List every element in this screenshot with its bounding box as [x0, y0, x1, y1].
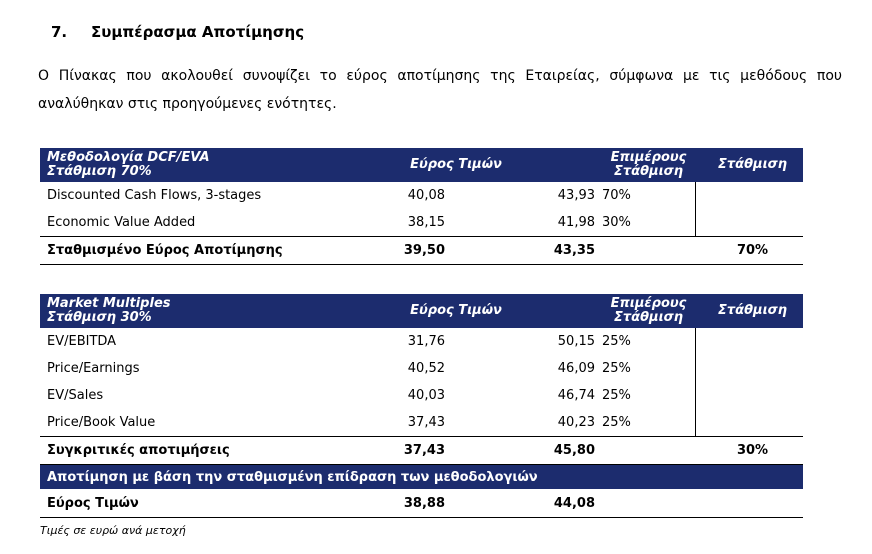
- total-weight: 30%: [695, 437, 803, 465]
- final-range-name: Εύρος Τιμών: [40, 489, 310, 518]
- weighted-band-label: Αποτίμηση με βάση την σταθμισμένη επίδραση των μεθοδολογιών: [40, 465, 803, 490]
- weighted-band-row: [40, 465, 803, 490]
- table-row: [40, 355, 803, 382]
- sub-weight: 25%: [602, 388, 631, 403]
- weight-cell: [695, 182, 803, 237]
- multiples-header-title: Market Multiples Στάθμιση 30%: [40, 294, 310, 328]
- sub-weight: 25%: [602, 361, 631, 376]
- total-low: 37,43: [310, 437, 445, 465]
- final-range-row: [40, 489, 803, 518]
- total-high: 45,80: [445, 437, 595, 465]
- multiples-total-row: [40, 437, 803, 465]
- dcf-header-row: [40, 148, 803, 182]
- range-high: 50,15: [557, 334, 595, 349]
- range-low: 37,43: [407, 415, 445, 430]
- multiples-header-sub-weight: Επιμέρους Στάθμιση: [595, 294, 695, 328]
- sub-weight: 30%: [602, 215, 631, 230]
- method-name: Price/Book Value: [47, 415, 156, 430]
- final-range-low: 38,88: [310, 489, 445, 518]
- table-row: [40, 409, 803, 437]
- method-name: EV/Sales: [47, 388, 104, 403]
- market-multiples-table: [40, 294, 803, 518]
- method-name: Price/Earnings: [47, 361, 140, 376]
- final-range-empty: [595, 489, 695, 518]
- range-high: 40,23: [557, 415, 595, 430]
- range-low: 40,03: [407, 388, 445, 403]
- range-low: 40,08: [407, 188, 445, 203]
- table-row: [40, 382, 803, 409]
- final-range-empty-weight: [695, 489, 803, 518]
- section-number: 7.: [51, 23, 68, 41]
- table-row: [40, 209, 803, 237]
- total-sub-weight: [595, 237, 695, 265]
- total-high: 43,35: [445, 237, 595, 265]
- dcf-total-row: [40, 237, 803, 265]
- intro-paragraph: Ο Πίνακας που ακολουθεί συνοψίζει το εύρος αποτίμησης της Εταιρείας, σύμφωνα με τις μεθόδους που αναλύθηκαν στις προηγούμενες ενότητες.: [38, 68, 842, 112]
- range-high: 46,09: [557, 361, 595, 376]
- section-heading: [51, 23, 304, 41]
- method-name: EV/EBITDA: [47, 334, 117, 349]
- range-low: 40,52: [407, 361, 445, 376]
- sub-weight: 70%: [602, 188, 631, 203]
- multiples-header-range: Εύρος Τιμών: [310, 294, 595, 328]
- sub-weight: 25%: [602, 415, 631, 430]
- table-row: [40, 182, 803, 209]
- range-high: 46,74: [557, 388, 595, 403]
- dcf-eva-table: [40, 148, 803, 265]
- final-range-high: 44,08: [445, 489, 595, 518]
- weight-cell: [695, 328, 803, 437]
- multiples-header-row: [40, 294, 803, 328]
- multiples-header-weight: Στάθμιση: [695, 294, 803, 328]
- range-low: 38,15: [407, 215, 445, 230]
- dcf-header-title: Μεθοδολογία DCF/EVA Στάθμιση 70%: [40, 148, 310, 182]
- total-sub-weight: [595, 437, 695, 465]
- dcf-header-weight: Στάθμιση: [695, 148, 803, 182]
- range-low: 31,76: [407, 334, 445, 349]
- dcf-header-range: Εύρος Τιμών: [310, 148, 595, 182]
- range-high: 41,98: [557, 215, 595, 230]
- method-name: Discounted Cash Flows, 3-stages: [47, 188, 262, 203]
- section-title: Συμπέρασμα Αποτίμησης: [91, 23, 305, 41]
- table-row: [40, 328, 803, 355]
- units-note: Τιμές σε ευρώ ανά μετοχή: [40, 524, 186, 537]
- method-name: Economic Value Added: [47, 215, 196, 230]
- total-name: Συγκριτικές αποτιμήσεις: [40, 437, 310, 465]
- sub-weight: 25%: [602, 334, 631, 349]
- total-weight: 70%: [695, 237, 803, 265]
- dcf-header-sub-weight: Επιμέρους Στάθμιση: [595, 148, 695, 182]
- total-name: Σταθμισμένο Εύρος Αποτίμησης: [40, 237, 310, 265]
- total-low: 39,50: [310, 237, 445, 265]
- range-high: 43,93: [557, 188, 595, 203]
